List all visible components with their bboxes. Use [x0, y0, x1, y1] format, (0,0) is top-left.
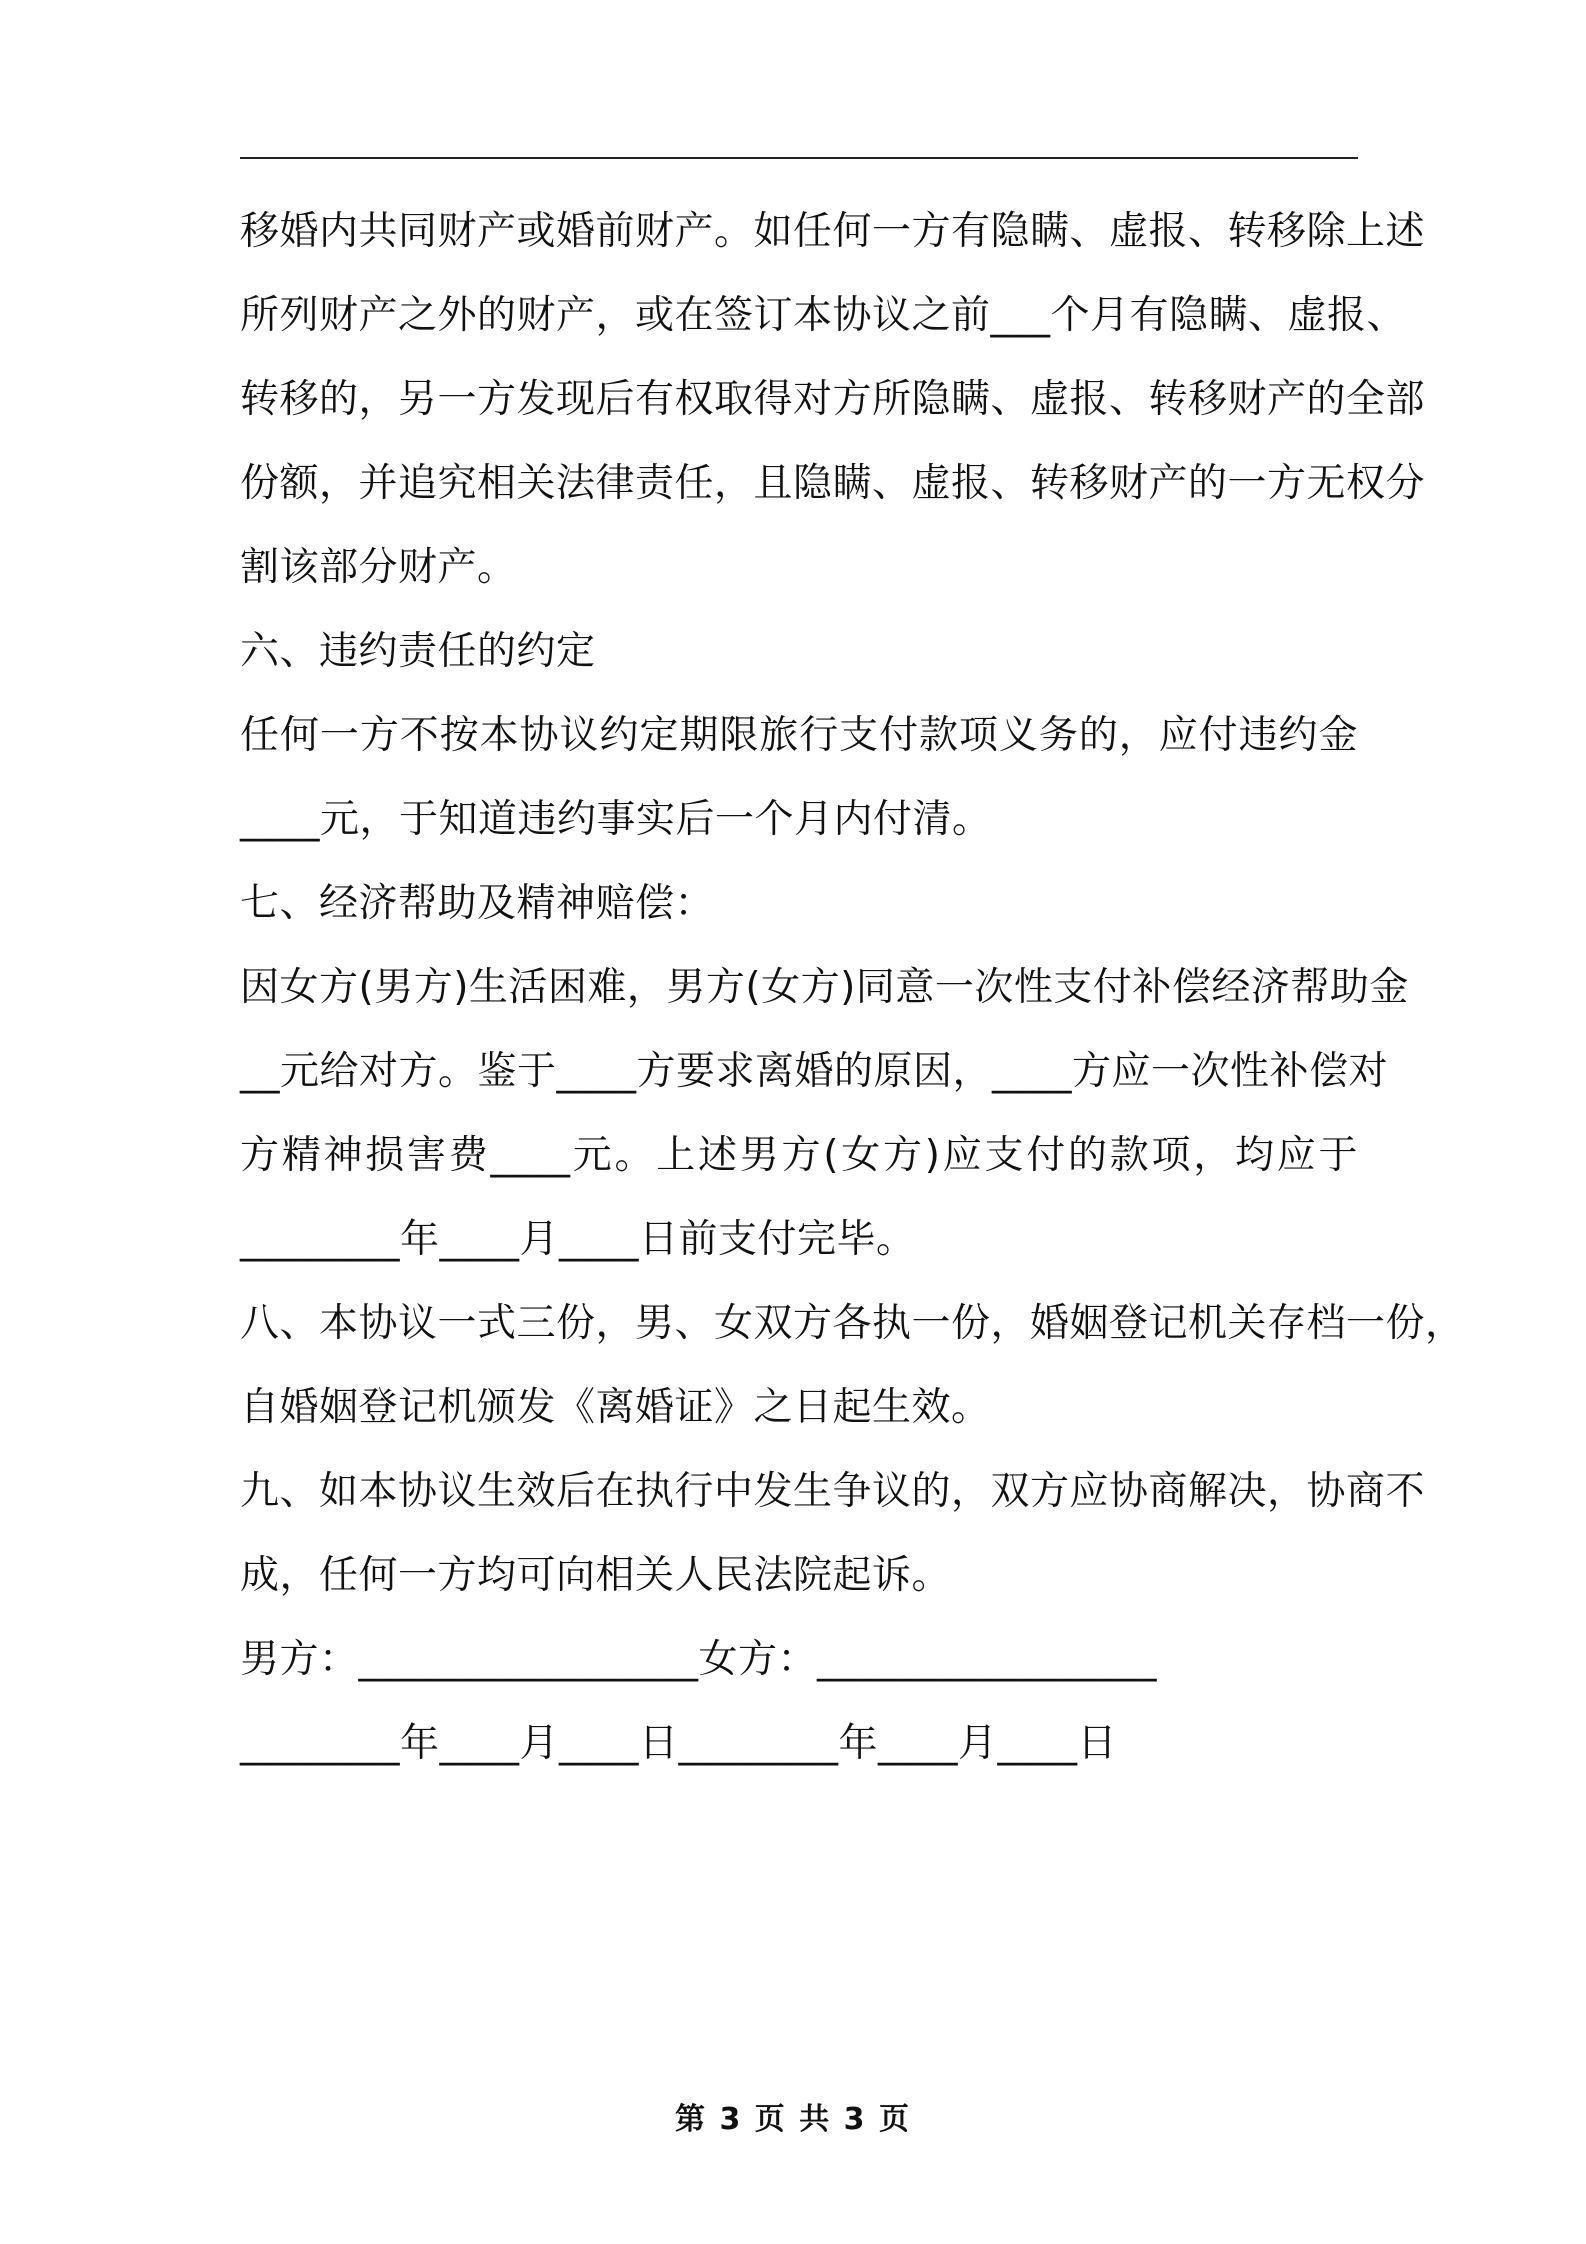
section-heading: 六、违约责任的约定	[240, 629, 596, 674]
page-number: 第 3 页 共 3 页	[675, 2102, 911, 2137]
body-line: 八、本协议一式三份，男、女双方各执一份，婚姻登记机关存档一份，	[240, 1301, 1465, 1346]
body-line: 成，任何一方均可向相关人民法院起诉。	[240, 1553, 952, 1598]
body-line: 移婚内共同财产或婚前财产。如任何一方有隐瞒、虚报、转移除上述	[240, 209, 1426, 254]
body-line: __元给对方。鉴于____方要求离婚的原因，____方应一次性补偿对	[240, 1049, 1389, 1094]
signature-date-line: ________年____月____日________年____月____日	[240, 1721, 1118, 1766]
body-line: 份额，并追究相关法律责任，且隐瞒、虚报、转移财产的一方无权分	[240, 461, 1426, 506]
body-line: 自婚姻登记机颁发《离婚证》之日起生效。	[240, 1385, 991, 1430]
header-rule	[240, 157, 1358, 159]
body-line: 所列财产之外的财产，或在签订本协议之前___个月有隐瞒、虚报、	[240, 293, 1407, 338]
signature-line: 男方：_________________女方：_________________	[240, 1637, 1158, 1682]
body-line: 九、如本协议生效后在执行中发生争议的，双方应协商解决，协商不	[240, 1469, 1426, 1514]
body-line: ____元，于知道违约事实后一个月内付清。	[240, 797, 992, 842]
body-line: 转移的，另一方发现后有权取得对方所隐瞒、虚报、转移财产的全部	[240, 377, 1426, 422]
body-line: ________年____月____日前支付完毕。	[240, 1217, 916, 1262]
body-line: 任何一方不按本协议约定期限旅行支付款项义务的，应付违约金	[240, 713, 1358, 758]
body-line: 割该部分财产。	[240, 545, 517, 590]
body-line: 因女方(男方)生活困难，男方(女方)同意一次性支付补偿经济帮助金	[240, 965, 1409, 1010]
document-body	[240, 190, 1465, 1786]
body-line: 方精神损害费____元。上述男方(女方)应支付的款项，均应于	[240, 1133, 1358, 1178]
section-heading: 七、经济帮助及精神赔偿：	[240, 881, 715, 926]
